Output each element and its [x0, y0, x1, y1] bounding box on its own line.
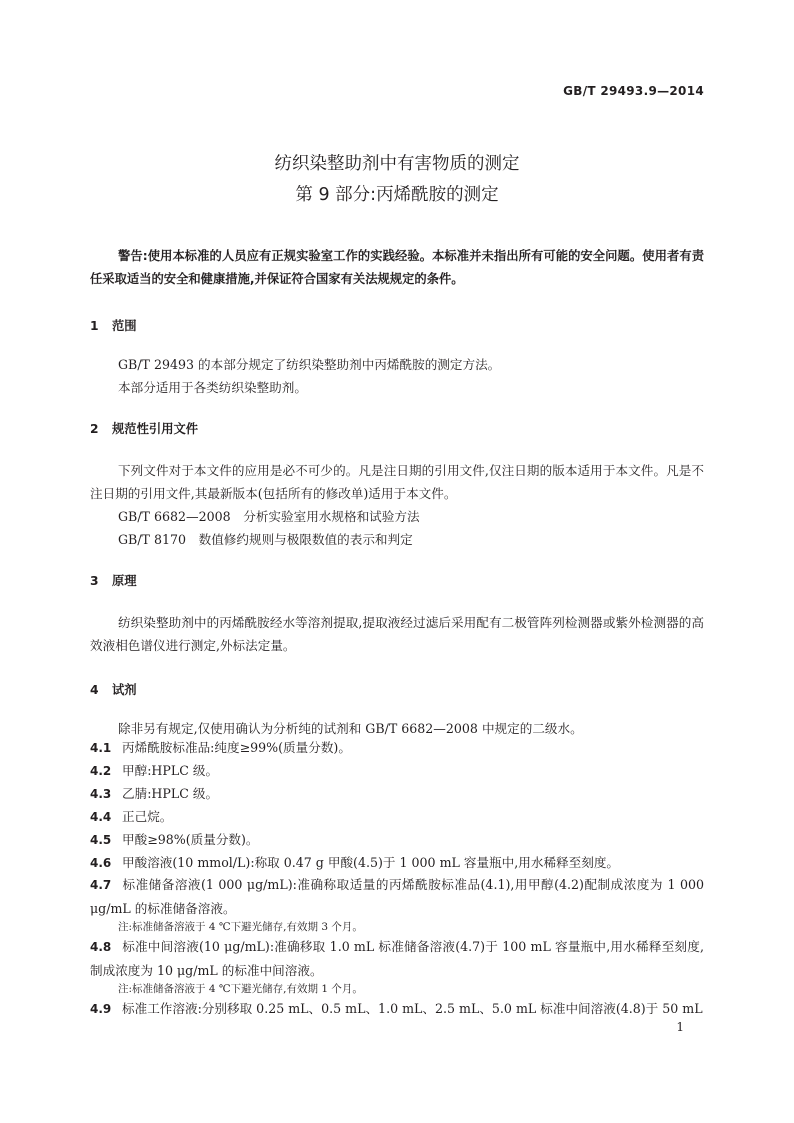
- section-3-paragraph: 纺织染整助剂中的丙烯酰胺经水等溶剂提取,提取液经过滤后采用配有二极管阵列检测器或紫外检测器的高效液相色谱仪进行测定,外标法定量。: [90, 615, 704, 653]
- section-1-paragraph-1: GB/T 29493 的本部分规定了纺织染整助剂中丙烯酰胺的测定方法。: [118, 357, 501, 372]
- normative-reference-1: GB/T 6682—2008 分析实验室用水规格和试验方法: [118, 509, 420, 524]
- warning-paragraph: 警告:使用本标准的人员应有正规实验室工作的实践经验。本标准并未指出所有可能的安全问题。使用者有责任采取适当的安全和健康措施,并保证符合国家有关法规规定的条件。: [90, 249, 704, 286]
- section-4-heading: [90, 680, 137, 698]
- reagent-item-4-5: [90, 828, 704, 852]
- note-4-8: 注:标准储备溶液于 4 ℃下避光储存,有效期 1 个月。: [118, 983, 363, 995]
- item-number: 4.6: [90, 856, 112, 870]
- section-4-intro: 除非另有规定,仅使用确认为分析纯的试剂和 GB/T 6682—2008 中规定的二级水。: [118, 721, 583, 736]
- reagent-item-4-6: [90, 851, 704, 875]
- section-1-heading: [90, 316, 137, 334]
- reagent-item-4-2: [90, 759, 704, 783]
- standard-number: GB/T 29493.9—2014: [563, 84, 704, 98]
- page-number: 1: [676, 1020, 684, 1034]
- section-4-number: 4: [90, 683, 99, 697]
- section-3-title: 原理: [112, 574, 137, 588]
- section-1-title: 范围: [112, 319, 137, 333]
- item-text: 甲酸≥98%(质量分数)。: [122, 832, 259, 847]
- item-text: 正己烷。: [122, 809, 173, 824]
- item-text: 标准储备溶液(1 000 μg/mL):准确称取适量的丙烯酰胺标准品(4.1),用甲醇(4.2)配制成浓度为 1 000 μg/mL 的标准储备溶液。: [90, 877, 704, 916]
- item-number: 4.4: [90, 810, 112, 824]
- section-2-number: 2: [90, 422, 99, 436]
- reagent-item-4-1: [90, 736, 704, 760]
- section-1-number: 1: [90, 319, 99, 333]
- section-3-heading: [90, 571, 137, 589]
- item-number: 4.5: [90, 833, 112, 847]
- item-text: 丙烯酰胺标准品:纯度≥99%(质量分数)。: [122, 740, 351, 755]
- note-4-7: 注:标准储备溶液于 4 ℃下避光储存,有效期 3 个月。: [118, 921, 363, 933]
- item-number: 4.7: [90, 878, 112, 892]
- item-text: 标准工作溶液:分别移取 0.25 mL、0.5 mL、1.0 mL、2.5 mL、5.0 mL 标准中间溶液(4.8)于 50 mL: [122, 1001, 703, 1016]
- reagent-item-4-7: [90, 873, 704, 920]
- section-3-number: 3: [90, 574, 99, 588]
- section-2-title: 规范性引用文件: [112, 422, 199, 436]
- normative-reference-2: GB/T 8170 数值修约规则与极限数值的表示和判定: [118, 532, 413, 547]
- item-text: 甲醇:HPLC 级。: [122, 763, 219, 778]
- reagent-item-4-3: [90, 782, 704, 806]
- document-title-line1: 纺织染整助剂中有害物质的测定: [274, 154, 520, 174]
- reagent-item-4-4: [90, 805, 704, 829]
- section-2-paragraph: 下列文件对于本文件的应用是必不可少的。凡是注日期的引用文件,仅注日期的版本适用于本文件。凡是不注日期的引用文件,其最新版本(包括所有的修改单)适用于本文件。: [90, 463, 704, 501]
- item-text: 乙腈:HPLC 级。: [122, 786, 219, 801]
- item-text: 甲酸溶液(10 mmol/L):称取 0.47 g 甲酸(4.5)于 1 000 mL 容量瓶中,用水稀释至刻度。: [122, 855, 620, 870]
- item-number: 4.3: [90, 787, 112, 801]
- document-title-line2: 第 9 部分:丙烯酰胺的测定: [295, 185, 499, 205]
- item-number: 4.9: [90, 1002, 112, 1016]
- item-text: 标准中间溶液(10 μg/mL):准确移取 1.0 mL 标准储备溶液(4.7)于 100 mL 容量瓶中,用水稀释至刻度,制成浓度为 10 μg/mL 的标准中间溶液。: [90, 939, 704, 978]
- item-number: 4.2: [90, 764, 112, 778]
- reagent-item-4-9: [90, 997, 704, 1021]
- item-number: 4.8: [90, 940, 112, 954]
- reagent-item-4-8: [90, 935, 704, 982]
- section-1-paragraph-2: 本部分适用于各类纺织染整助剂。: [118, 380, 307, 395]
- section-2-heading: [90, 419, 198, 437]
- section-4-title: 试剂: [112, 683, 137, 697]
- item-number: 4.1: [90, 741, 112, 755]
